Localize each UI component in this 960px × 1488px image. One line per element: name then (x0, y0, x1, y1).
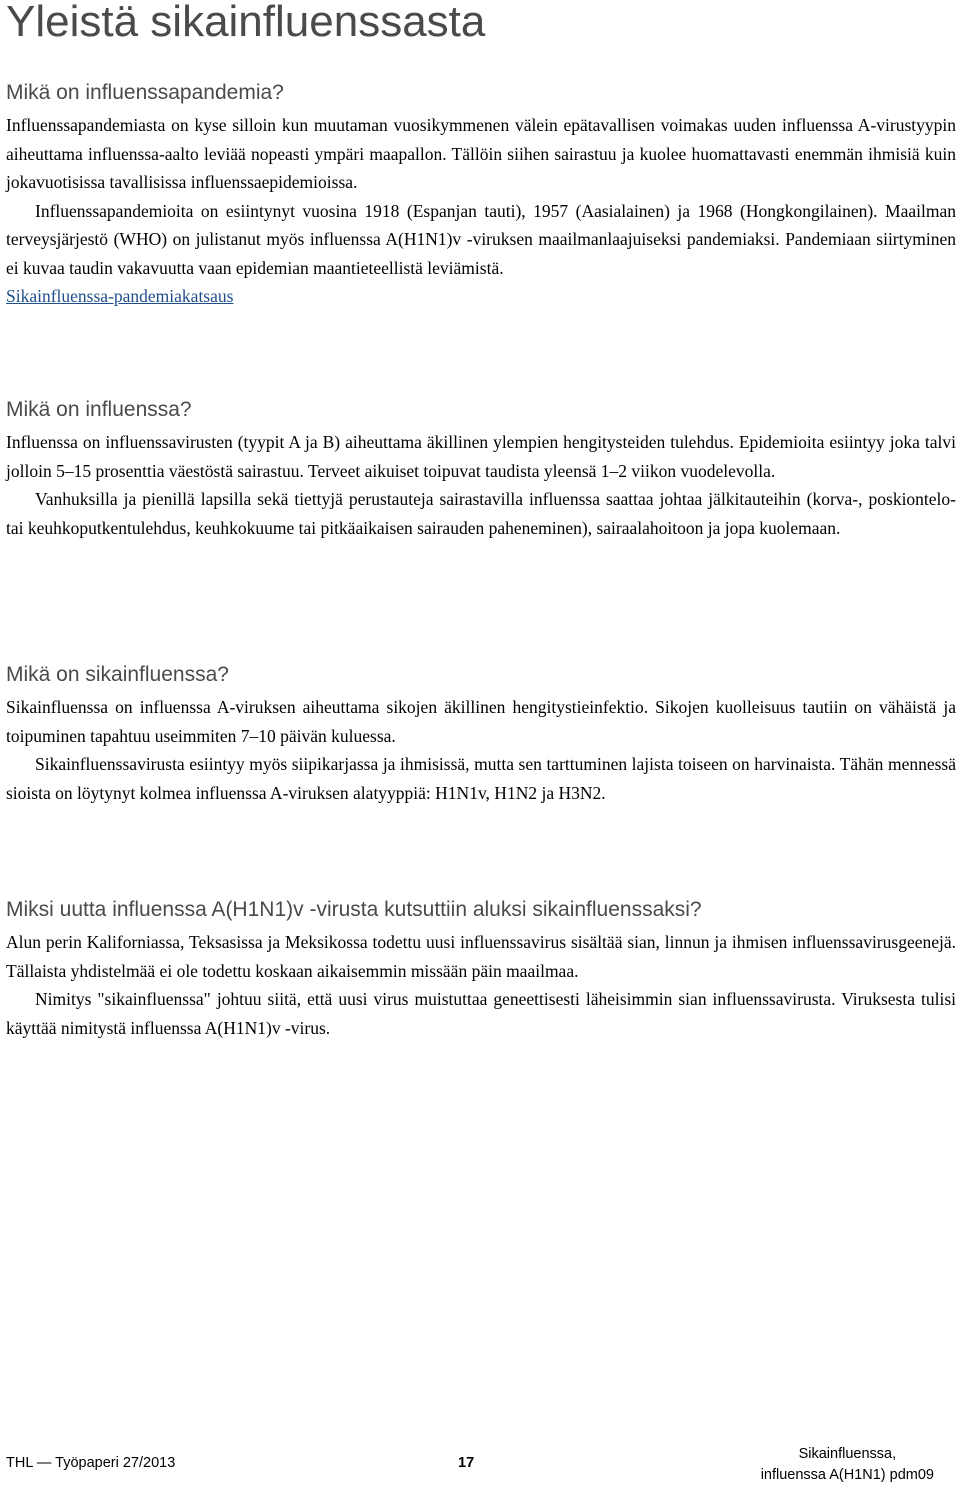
paragraph: Sikainfluenssa on influenssa A-viruksen aiheuttama sikojen äkillinen hengitystieinfektio. Sikojen kuolleisuus tautiin on vähäistä ja toipuminen tapahtuu useimmiten 7–10 päivän kuluessa. (6, 697, 956, 746)
footer-publication: THL — Työpaperi 27/2013 (6, 1455, 176, 1471)
footer-title-line: influenssa A(H1N1) pdm09 (760, 1467, 934, 1483)
footer-title-line: Sikainfluenssa, (798, 1446, 897, 1462)
section-heading: Miksi uutta influenssa A(H1N1)v -virusta kutsuttiin aluksi sikainfluenssaksi? (6, 898, 702, 921)
section-miksi-sikainfluenssa (6, 896, 956, 1042)
page-number: 17 (458, 1455, 475, 1471)
paragraph: Sikainfluenssavirusta esiintyy myös siipikarjassa ja ihmisissä, mutta sen tarttuminen lajista toiseen on harvinaista. Tähän mennessä sioista on löytynyt kolmea influenssa A-viruksen alatyyppiä: H1N1v, H1N2 ja H3N2. (6, 754, 956, 803)
section-sikainfluenssa (6, 661, 956, 807)
section-heading: Mikä on influenssapandemia? (6, 81, 284, 104)
pandemic-review-link[interactable]: Sikainfluenssa-pandemiakatsaus (6, 286, 234, 306)
section-influenssapandemia (6, 79, 956, 311)
paragraph: Nimitys "sikainfluenssa" johtuu siitä, että uusi virus muistuttaa geneettisesti läheisimmin sian influenssavirusta. Viruksesta tulisi käyttää nimitystä influenssa A(H1N1)v -virus. (6, 989, 956, 1038)
section-heading: Mikä on influenssa? (6, 398, 192, 421)
section-influenssa (6, 396, 956, 542)
paragraph: Influenssa on influenssavirusten (tyypit A ja B) aiheuttama äkillinen ylempien hengitysteiden tulehdus. Epidemioita esiintyy joka talvi jolloin 5–15 prosenttia väestöstä sairastuu. Terveet aikuiset toipuvat taudista yleensä 1–2 viikon vuodelevolla. (6, 432, 956, 481)
paragraph: Influenssapandemiasta on kyse silloin kun muutaman vuosikymmenen välein epätavallisen voimakas uuden influenssa A-virustyypin aiheuttama influenssa-aalto leviää nopeasti ympäri maapallon. Tällöin siihen sairastuu ja kuolee huomattavasti enemmän ihmisiä kuin jokavuotisissa tavallisissa influenssaepidemioissa. (6, 115, 956, 192)
section-heading: Mikä on sikainfluenssa? (6, 663, 229, 686)
paragraph: Alun perin Kaliforniassa, Teksasissa ja Meksikossa todettu uusi influenssavirus sisältää sian, linnun ja ihmisen influenssavirusgeenejä. Tällaista yhdistelmää ei ole todettu koskaan aikaisemmin missään päin maailmaa. (6, 932, 956, 981)
paragraph: Vanhuksilla ja pienillä lapsilla sekä tiettyjä perustauteja sairastavilla influenssa saattaa johtaa jälkitauteihin (korva-, poskiontelo- tai keuhkoputkentulehdus, keuhkokuume tai pitkäaikaisen sairauden paheneminen), sairaalahoitoon ja jopa kuolemaan. (6, 489, 956, 538)
paragraph: Influenssapandemioita on esiintynyt vuosina 1918 (Espanjan tauti), 1957 (Aasialainen) ja 1968 (Hongkongilainen). Maailman terveysjärjestö (WHO) on julistanut myös influenssa A(H1N1)v -viruksen maailmanlaajuiseksi pandemiaksi. Pandemiaan siirtyminen ei kuvaa taudin vakavuutta vaan epidemian maantieteellistä leviämistä. (6, 200, 956, 278)
page-footer (0, 1444, 960, 1488)
footer-document-title (761, 1444, 934, 1486)
page-title: Yleistä sikainfluenssasta (6, 0, 486, 46)
